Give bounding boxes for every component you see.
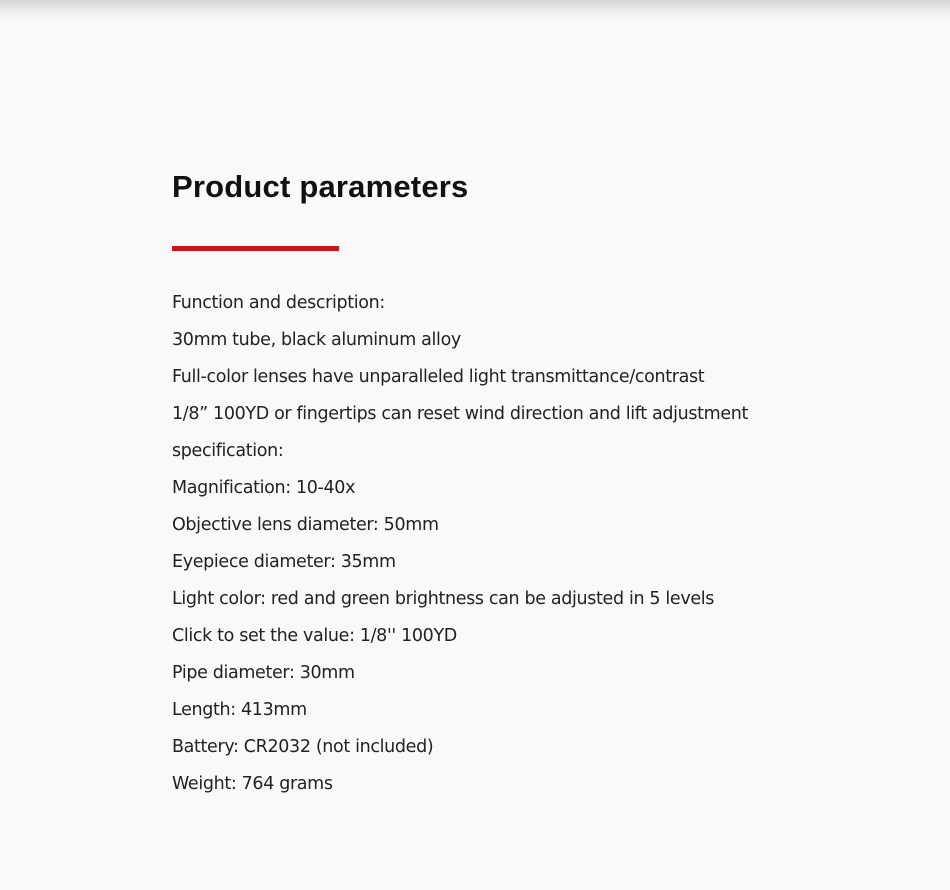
param-light-color: Light color: red and green brightness can be adjusted in 5 levels [172,589,715,609]
param-weight: Weight: 764 grams [172,774,333,794]
param-click-value: Click to set the value: 1/8'' 100YD [172,626,457,646]
param-specification-heading: specification: [172,441,284,461]
page-title: Product parameters [172,169,469,204]
param-length: Length: 413mm [172,700,307,720]
product-parameters-section [172,165,912,803]
param-objective-lens: Objective lens diameter: 50mm [172,515,439,535]
param-function-heading: Function and description: [172,293,385,313]
param-eyepiece: Eyepiece diameter: 35mm [172,552,396,572]
param-lenses: Full-color lenses have unparalleled light transmittance/contrast [172,367,705,387]
title-underline-accent [172,246,339,251]
top-shadow [0,0,950,22]
param-pipe-diameter: Pipe diameter: 30mm [172,663,355,683]
param-adjustment: 1/8” 100YD or fingertips can reset wind direction and lift adjustment [172,404,749,424]
param-battery: Battery: CR2032 (not included) [172,737,434,757]
parameter-list [172,285,912,803]
param-magnification: Magnification: 10-40x [172,478,356,498]
param-tube: 30mm tube, black aluminum alloy [172,330,461,350]
